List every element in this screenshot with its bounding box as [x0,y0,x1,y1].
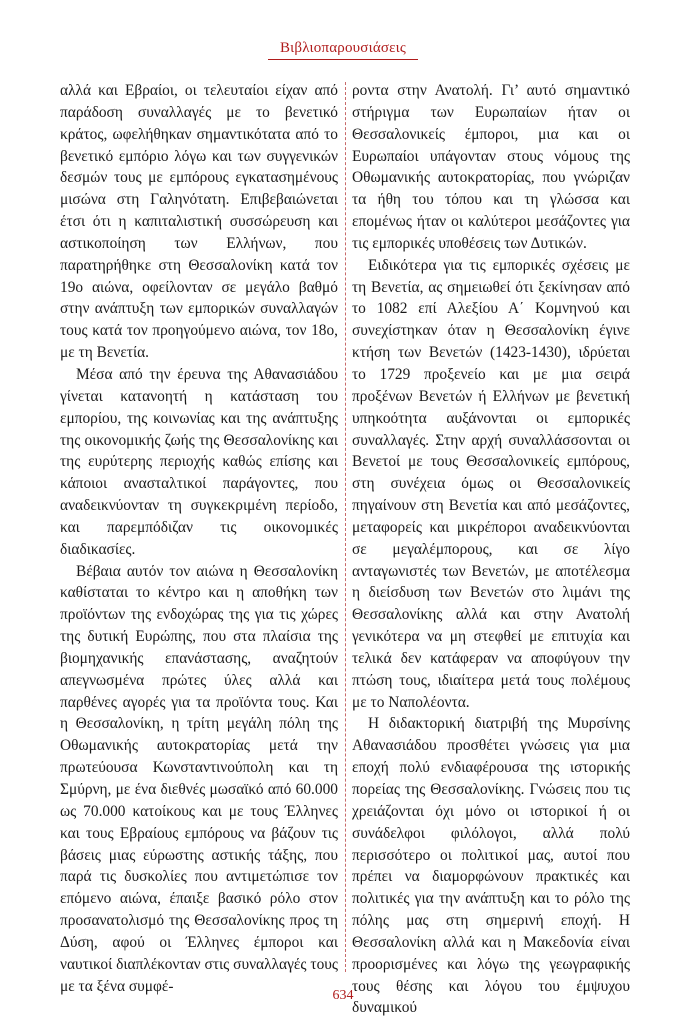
page-number: 634 [332,988,354,1003]
paragraph: ροντα στην Ανατολή. Γι’ αυτό σημαντικό στήριγμα των Ευρωπαίων ήταν οι Θεσσαλονικείς έμποροι, μια και οι Ευρωπαίοι υπάγονταν στους νόμους της Οθωμανικής αυτοκρατορίας, που γνώριζαν τα ήθη του τόπου και τη γλώσσα και επομένως ήταν οι καλύτεροι μεσάζοντες για τις εμπορικές υποθέσεις των Δυτικών. [352,82,630,252]
header-underline [268,59,418,60]
column-divider [345,82,346,972]
left-column [60,80,338,997]
paragraph: Η διδακτορική διατριβή της Μυρσίνης Αθανασιάδου προσθέτει γνώσεις για μια εποχή πολύ ενδιαφέρουσα της ιστορικής πορείας της Θεσσαλονίκης. Γνώσεις που τις χρειάζονται όχι μόνο οι ιστορικοί ή οι συνάδελφοι φιλόλογοι, αλλά πολύ περισσότερο οι πολιτικοί μας, αυτοί που πρέπει να διαμορφώνουν πρακτικές και πολιτικές για την ανάπτυξη και το ρόλο της πόλης μας στη σημερινή εποχή. Η Θεσσαλονίκη αλλά και η Μακεδονία είναι προορισμένες και λόγω της γεωγραφικής τους θέσης και λόγου του έμψυχου δυναμικού [352,715,630,1017]
right-column [352,80,630,1019]
section-title: Βιβλιοπαρουσιάσεις [279,40,407,56]
paragraph: Μέσα από την έρευνα της Αθανασιάδου γίνεται κατανοητή η κατάσταση του εμπορίου, της κοινωνίας και της ανάπτυξης της οικονομικής ζωής της Θεσσαλονίκης και της ευρύτερης περιοχής καθώς επίσης και κάποιοι ανασταλτικοί παράγοντες, που αναδεικνύονταν τη συγκεκριμένη περίοδο, και παρεμπόδιζαν τις οικονομικές διαδικασίες. [60,365,338,558]
paragraph: Ειδικότερα για τις εμπορικές σχέσεις με τη Βενετία, ας σημειωθεί ότι ξεκίνησαν από το 1082 επί Αλεξίου Α΄ Κομνηνού και συνεχίστηκαν όταν η Θεσσαλονίκη έγινε κτήση των Βενετών (1423-1430), ιδρύεται το 1729 προξενείο και με μια σειρά προξένων Βενετών ή Ελλήνων με βενετική υπηκοότητα αυξάνονται οι εμπορικές συναλλαγές. Στην αρχή συναλλάσσονται οι Βενετοί με τους Θεσσαλονικείς εμπόρους, στη συνέχεια όμως οι Θεσσαλονικείς πηγαίνουν στη Βενετία και από μεσάζοντες, μεταφορείς και μικρέποροι αναδεικνύονται σε μεγαλέμπορους, και σε λίγο ανταγωνιστές των Βενετών, με αποτέλεσμα η διείσδυση των Βενετών στο λιμάνι της Θεσσαλονίκης αλλά και στην Ανατολή γενικότερα να μη στεφθεί με επιτυχία και τελικά δεν κατάφεραν να αποφύγουν την πτώση τους, ιδιαίτερα μετά τους πολέμους με το Ναπολέοντα. [352,256,630,711]
paragraph: Βέβαια αυτόν τον αιώνα η Θεσσαλονίκη καθίσταται το κέντρο και η αποθήκη των προϊόντων της ενδοχώρας της για τις χώρες της δυτική Ευρώπης, που στα πλαίσια της βιομηχανικής επανάστασης, αναζητούν απεγνωσμένα πρώτες ύλες αλλά και παρθένες αγορές για τα προϊόντα τους. Και η Θεσσαλονίκη, η τρίτη μεγάλη πόλη της Οθωμανικής αυτοκρατορίας μετά την πρωτεύουσα Κωνσταντινούπολη και τη Σμύρνη, με ένα διεθνές μωσαϊκό από 60.000 ως 70.000 κατοίκους και με τους Έλληνες και τους Εβραίους εμπόρους να βάζουν τις βάσεις μιας εύρωστης αστικής τάξης, που παρά τις δυσκολίες που αντιμετώπισε τον επόμενο αιώνα, έπαιξε βασικό ρόλο στον προσανατολισμό της Θεσσαλονίκης προς τη Δύση, αφού οι Έλληνες έμποροι και ναυτικοί διαπλέκονταν στις συναλλαγές τους με τα ξένα συμφέ- [60,562,338,995]
paragraph: αλλά και Εβραίοι, οι τελευταίοι είχαν από παράδοση συναλλαγές με το βενετικό κράτος, ωφελήθηκαν σημαντικότατα από το βενετικό εμπόριο λόγω και των συγγενικών δεσμών τους με εμπόρους εγκατασημένους μισώνα στη Γαληνότατη. Επιβεβαιώνεται έτσι ότι η καπιταλιστική συσσώρευση και αστικοποίηση των Ελλήνων, που παρατηρήθηκε στη Θεσσαλονίκη κατά τον 19ο αιώνα, οφείλονταν σε μεγάλο βαθμό στην ανάπτυξη των εμπορικών συναλλαγών τους κατά τον προηγούμενο αιώνα, τον 18ο, με τη Βενετία. [60,82,338,362]
running-header [0,40,686,60]
